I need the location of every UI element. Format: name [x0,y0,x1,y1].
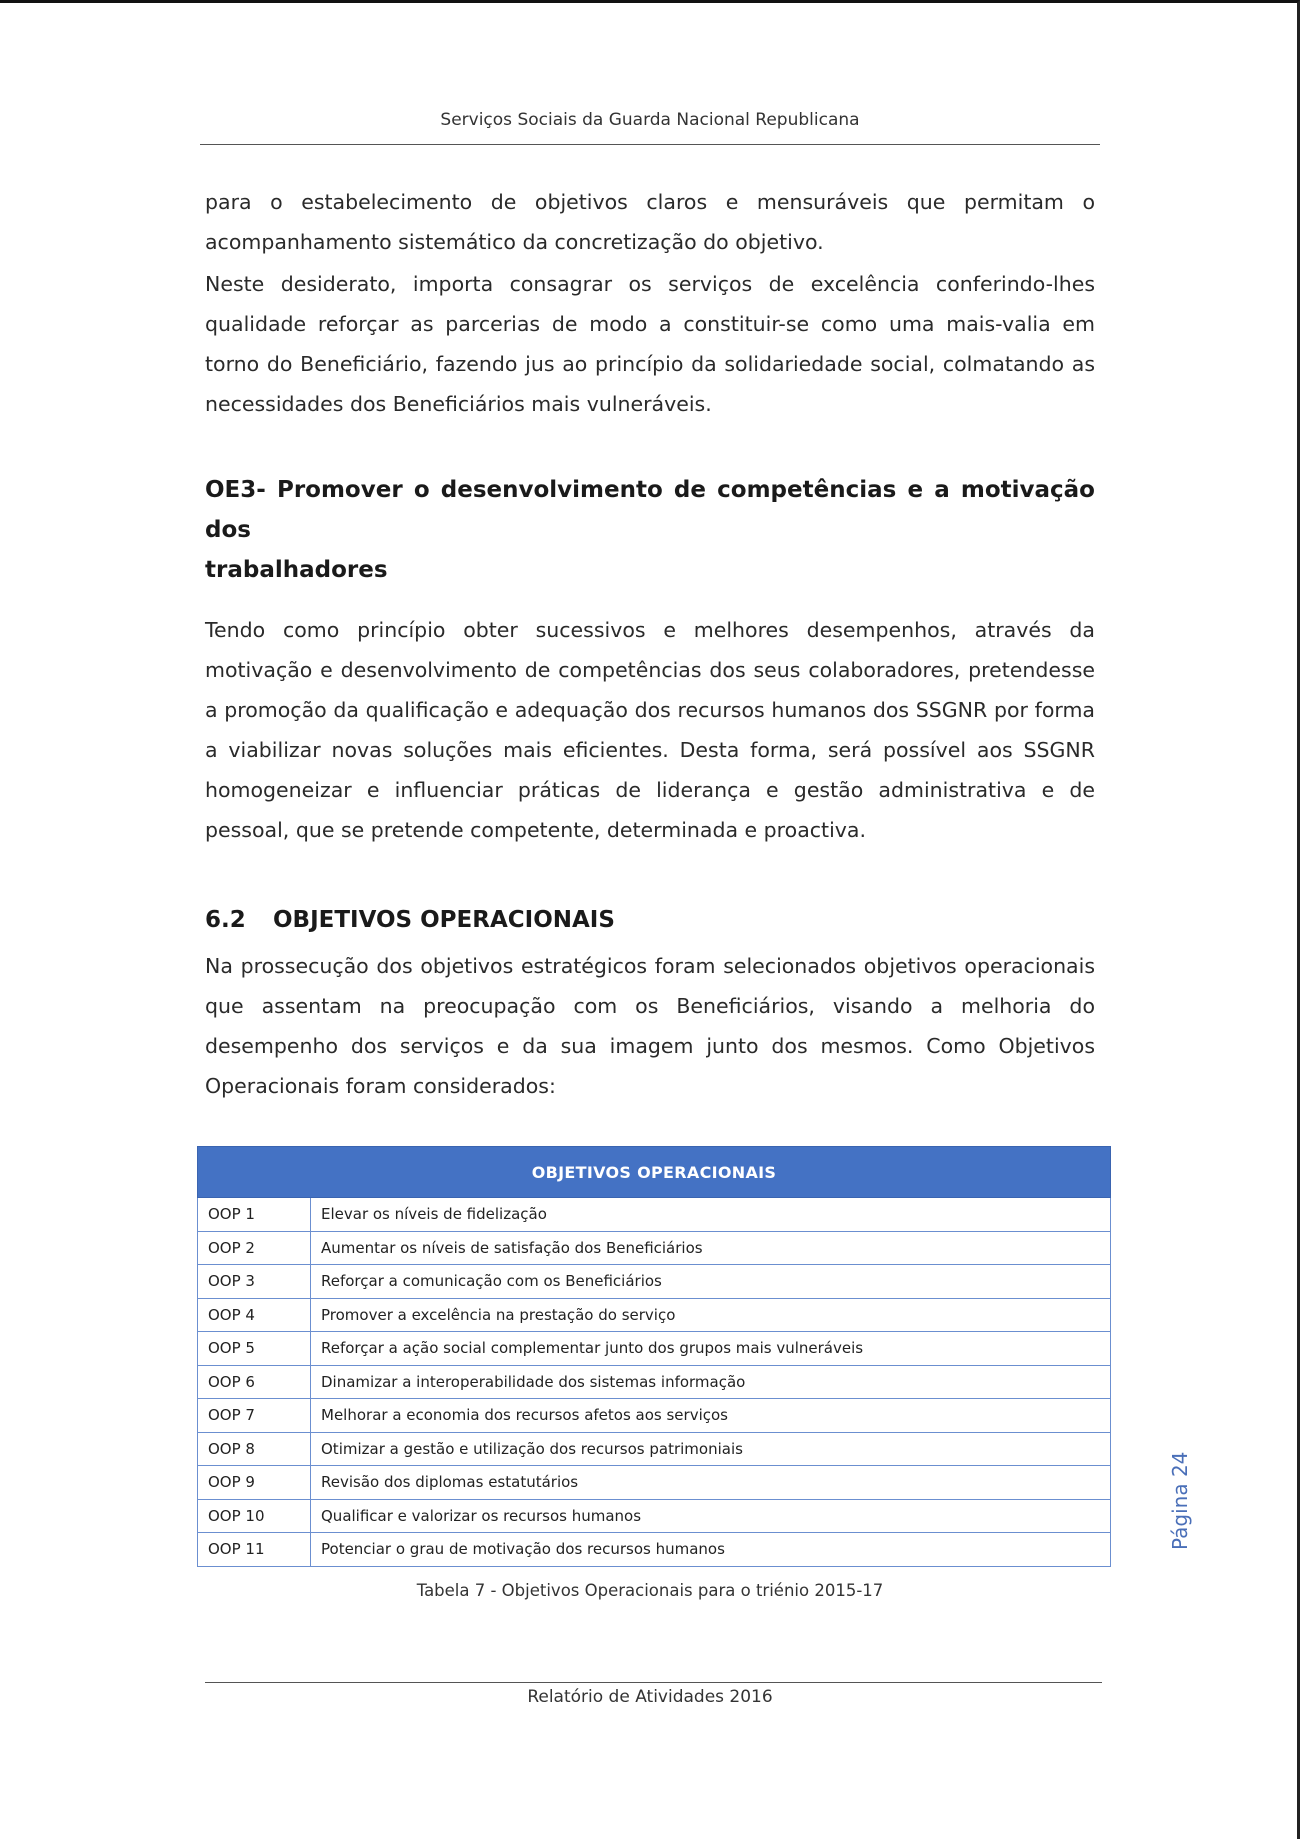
paragraph-oop-intro: Na prossecução dos objetivos estratégicos foram selecionados objetivos operacionais que assentam na preocupação com os Beneficiários, visando a melhoria do desempenho dos serviços e da sua imagem junto dos mesmos. Como Objetivos Operacionais foram considerados: [205,954,1095,1098]
table-caption: Tabela 7 - Objetivos Operacionais para o triénio 2015-17 [416,1580,884,1600]
objective-code: OOP 1 [198,1198,311,1232]
table-row [198,1432,1111,1466]
oe3-heading-text: OE3- Promover o desenvolvimento de competências e a motivação dos [205,477,1095,543]
objective-description: Promover a excelência na prestação do serviço [311,1298,1111,1332]
table-row [198,1332,1111,1366]
page-content [205,182,1095,1600]
objective-description: Elevar os níveis de fidelização [311,1198,1111,1232]
table-row [198,1231,1111,1265]
objective-code: OOP 6 [198,1365,311,1399]
objectives-table [197,1146,1111,1567]
objective-code: OOP 2 [198,1231,311,1265]
table-row [198,1265,1111,1299]
oe3-heading [205,470,1095,590]
objective-description: Qualificar e valorizar os recursos humanos [311,1499,1111,1533]
objective-description: Reforçar a ação social complementar junto dos grupos mais vulneráveis [311,1332,1111,1366]
page-footer: Relatório de Atividades 2016 [527,1687,773,1707]
objective-code: OOP 8 [198,1432,311,1466]
objective-description: Otimizar a gestão e utilização dos recursos patrimoniais [311,1432,1111,1466]
table-row [198,1365,1111,1399]
section-title: OBJETIVOS OPERACIONAIS [273,907,615,933]
objective-code: OOP 4 [198,1298,311,1332]
section-heading [205,900,1095,940]
objective-description: Melhorar a economia dos recursos afetos aos serviços [311,1399,1111,1433]
objective-description: Dinamizar a interoperabilidade dos sistemas informação [311,1365,1111,1399]
table-row [198,1466,1111,1500]
table-row [198,1298,1111,1332]
paragraph-continuation: para o estabelecimento de objetivos claros e mensuráveis que permitam o acompanhamento sistemático da concretização do objetivo. [205,190,1095,254]
side-page-number: Página 24 [1168,1451,1192,1550]
objective-description: Aumentar os níveis de satisfação dos Beneficiários [311,1231,1111,1265]
objective-description: Reforçar a comunicação com os Beneficiários [311,1265,1111,1299]
table-row [198,1533,1111,1567]
table-row [198,1198,1111,1232]
objective-code: OOP 11 [198,1533,311,1567]
objective-description: Revisão dos diplomas estatutários [311,1466,1111,1500]
objective-code: OOP 7 [198,1399,311,1433]
footer-divider [205,1682,1102,1683]
objective-code: OOP 5 [198,1332,311,1366]
objective-description: Potenciar o grau de motivação dos recursos humanos [311,1533,1111,1567]
objective-code: OOP 10 [198,1499,311,1533]
page-header: Serviços Sociais da Guarda Nacional Republicana [440,110,860,130]
paragraph-desiderato: Neste desiderato, importa consagrar os serviços de excelência conferindo-lhes qualidade reforçar as parcerias de modo a constituir-se como uma mais-valia em torno do Beneficiário, fazendo jus ao princípio da solidariedade social, colmatando as necessidades dos Beneficiários mais vulneráveis. [205,272,1095,416]
table-row [198,1399,1111,1433]
section-number: 6.2 [205,907,246,933]
objective-code: OOP 9 [198,1466,311,1500]
table-body [198,1198,1111,1567]
header-divider [200,144,1100,145]
table-header: OBJETIVOS OPERACIONAIS [198,1147,1111,1198]
paragraph-oe3: Tendo como princípio obter sucessivos e melhores desempenhos, através da motivação e desenvolvimento de competências dos seus colaboradores, pretendesse a promoção da qualificação e adequação dos recursos humanos dos SSGNR por forma a viabilizar novas soluções mais eficientes. Desta forma, será possível aos SSGNR homogeneizar e influenciar práticas de liderança e gestão administrativa e de pessoal, que se pretende competente, determinada e proactiva. [205,618,1095,842]
oe3-heading-line1 [205,470,1095,550]
table-row [198,1499,1111,1533]
objective-code: OOP 3 [198,1265,311,1299]
oe3-heading-line2: trabalhadores [205,557,388,583]
